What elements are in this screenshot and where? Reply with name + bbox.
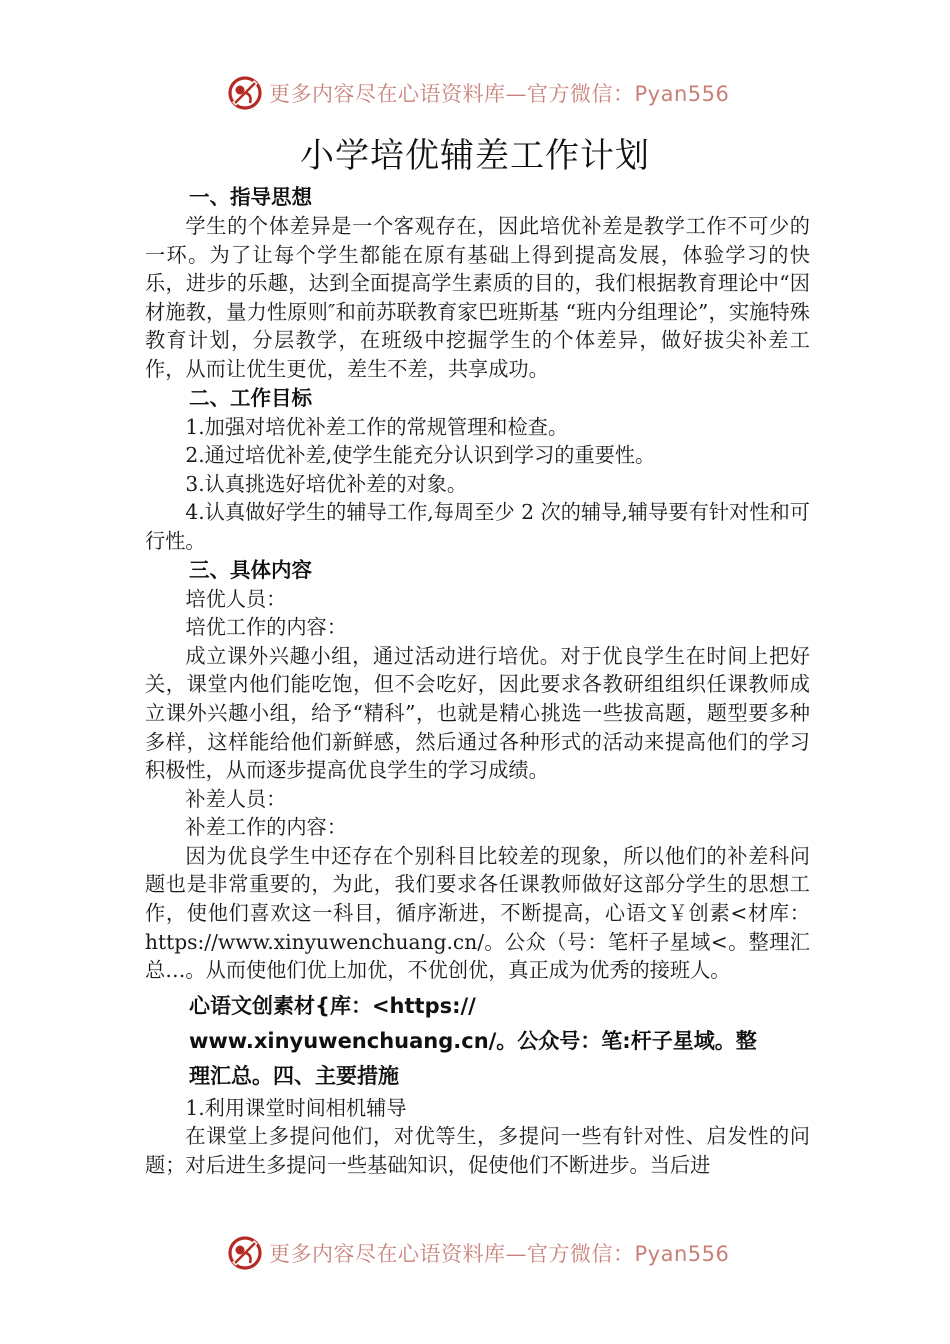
bold-line: 心语文创素材{库：<https:// [189,993,476,1018]
line-remedial-content: 补差工作的内容： [185,815,347,840]
watermark-header [225,73,745,113]
watermark-separator: — [505,82,527,106]
bold-promo-paragraph [145,989,810,1094]
document-title: 小学培优辅差工作计划 [300,136,650,176]
brand-logo-icon [225,1233,265,1273]
line-advanced-content: 培优工作的内容： [185,615,347,640]
section-heading-goals: 二、工作目标 [189,385,312,410]
list-item: 2.通过培优补差,使学生能充分认识到学习的重要性。 [185,443,656,468]
paragraph-guiding: 学生的个体差异是一个客观存在，因此培优补差是教学工作不可少的一环。为了让每个学生都能在原有基础上得到提高发展，体验学习的快乐，进步的乐趣，达到全面提高学生素质的目的，我们根据教育理论中“因材施教，量力性原则″和前苏联教育家巴班斯基 “班内分组理论”，实施特殊教育计划，分层教学，在班级中挖掘学生的个体差异，做好拔尖补差工作，从而让优生更优，差生不差，共享成功。 [145,214,810,381]
list-item: 4.认真做好学生的辅导工作,每周至少 2 次的辅导,辅导要有针对性和可行性。 [145,500,810,553]
watermark-footer [225,1233,745,1273]
paragraph-measures: 在课堂上多提问他们，对优等生，多提问一些有针对性、启发性的问题；对后进生多提问一些基础知识，促使他们不断进步。当后进 [145,1124,810,1178]
line-advanced-staff: 培优人员： [185,586,287,611]
watermark-library-name: 更多内容尽在心语资料库 [269,1242,506,1266]
paragraph-advanced: 成立课外兴趣小组，通过活动进行培优。对于优良学生在时间上把好关，课堂内他们能吃饱，但不会吃好，因此要求各教研组组织任课教师成立课外兴趣小组，给予“精科”，也就是精心挑选一些拔高题，题型要多种多样，这样能给他们新鲜感，然后通过各种形式的活动来提高他们的学习积极性，从而逐步提高优良学生的学习成绩。 [145,643,810,783]
watermark-handle: Pyan556 [634,1242,730,1266]
watermark-handle: Pyan556 [634,82,730,106]
watermark-text [269,78,729,108]
paragraph-remedial: 因为优良学生中还存在个别科目比较差的现象，所以他们的补差科问题也是非常重要的，为此，我们要求各任课教师做好这部分学生的思想工作，使他们喜欢这一科目，循序渐进，不断提高，心语文￥创素<材库：https://www.xinyuwenchuang.cn/。公众（号：笔杆子星域<。整理汇总…。从而使他们优上加优，不优创优，真正成为优秀的接班人。 [145,843,810,983]
list-item: 1.利用课堂时间相机辅导 [185,1095,407,1120]
watermark-wechat-label: 官方微信： [527,1242,635,1266]
brand-logo-icon [225,73,265,113]
section-heading-guiding: 一、指导思想 [189,185,312,209]
line-remedial-staff: 补差人员： [185,786,287,811]
watermark-separator: — [505,1242,527,1266]
watermark-text [269,1238,729,1268]
watermark-library-name: 更多内容尽在心语资料库 [269,82,506,106]
list-item: 1.加强对培优补差工作的常规管理和检查。 [185,414,569,439]
section-heading-content: 三、具体内容 [189,557,312,582]
document-body [145,183,810,1180]
watermark-wechat-label: 官方微信： [527,82,635,106]
list-item: 3.认真挑选好培优补差的对象。 [185,471,468,496]
bold-line: www.xinyuwenchuang.cn/。公众号：笔:杆子星域。整 [189,1028,757,1053]
bold-line-with-heading: 理汇总。四、主要措施 [189,1063,399,1088]
